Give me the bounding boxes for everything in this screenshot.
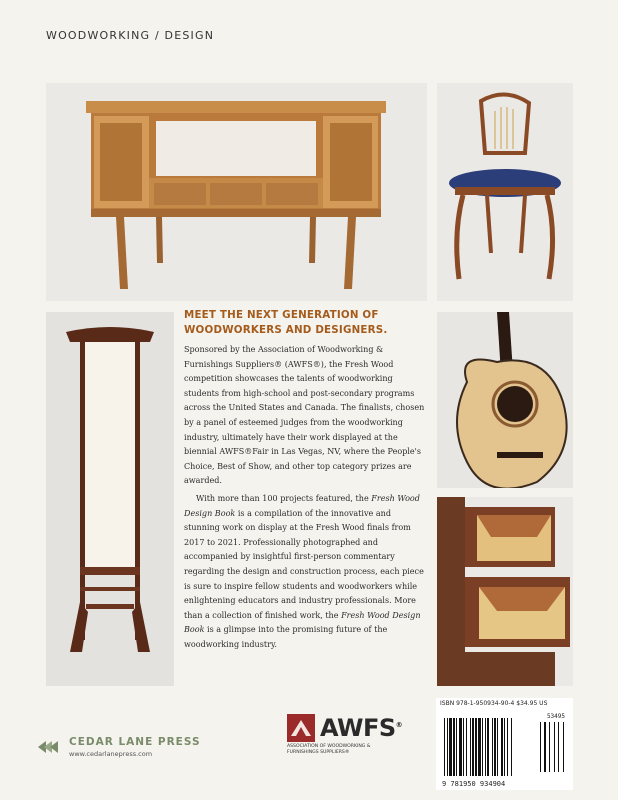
blurb-paragraph-1: Sponsored by the Association of Woodworking & Furnishings Suppliers® (AWFS®), the Fresh Wood competition showcases the talents of woodworking students from high-school and post-secondary programs across the United States and Canada. The finalists, chosen by a panel of esteemed judges from the woodworking industry, ultimately have their work displayed at the biennial AWFS®Fair in Las Vegas, NV, where the People's Choice, Best of Show, and other top category prizes are awarded. [184, 345, 425, 486]
barcode-bar [485, 718, 486, 776]
book-title-italic: Fresh Wood Design Book [184, 493, 420, 518]
chair-photo [437, 83, 573, 301]
sponsor-name [320, 714, 402, 742]
barcode-bar [494, 718, 496, 776]
barcode-bar [447, 718, 448, 776]
barcode-bar [492, 718, 493, 776]
publisher-url: www.cedarlanepress.com [69, 750, 153, 758]
barcode-addon: 53495 [546, 713, 565, 720]
book-title-italic: Fresh Wood Design Book [184, 610, 421, 635]
isbn-barcode [436, 698, 573, 790]
barcode-bar [487, 718, 489, 776]
barcode-bar [456, 718, 457, 776]
barcode-bar [449, 718, 452, 776]
isbn-text: ISBN 978-1-950934-90-4 $34.95 US [440, 700, 548, 707]
barcode-addon-bar [549, 722, 550, 772]
barcode-bar [511, 718, 512, 776]
barcode-addon-bar [544, 722, 546, 772]
blurb-p2-text-b: is a compilation of the innovative and stunning work on display at the Fresh Wood finals from 2017 to 2021. Professionally photographed and accompanied by insightful first-person commentary regarding the design and construction process, each piece is sure to inspire fellow students and woodworkers while enlightening educators and industry professionals. More than a collection of finished work, the [184, 508, 424, 620]
barcode-bar [504, 718, 505, 776]
barcode-bar [482, 718, 483, 776]
cedar-lane-press-logo-icon [36, 737, 62, 757]
barcode-bar [501, 718, 503, 776]
blurb-heading-line2: WOODWORKERS AND DESIGNERS. [184, 324, 388, 336]
category-label: WOODWORKING / DESIGN [46, 29, 215, 42]
barcode-bar [444, 718, 445, 776]
barcode-bar [472, 718, 474, 776]
blurb-p2-text-a: With more than 100 projects featured, the [196, 493, 372, 503]
blurb-p2-text-c: is a glimpse into the promising future of the woodworking industry. [184, 625, 388, 649]
sponsor-logo [287, 714, 402, 755]
barcode-bar [475, 718, 477, 776]
barcode-bar [470, 718, 471, 776]
barcode-addon-bar [554, 722, 555, 772]
barcode-bars [436, 698, 573, 790]
lamp-photo [46, 312, 174, 686]
blurb-paragraph-2 [184, 492, 429, 653]
sponsor-registered-mark: ® [395, 721, 403, 729]
barcode-bar [478, 718, 481, 776]
barcode-bar [453, 718, 455, 776]
sponsor-name-text: AWFS [320, 714, 396, 742]
guitar-photo [437, 312, 573, 488]
barcode-addon-bar [563, 722, 564, 772]
sideboard-photo [46, 83, 427, 301]
barcode-bar [507, 718, 508, 776]
barcode-addon-bar [540, 722, 541, 772]
barcode-digits: 9 781950 934904 [442, 780, 506, 788]
cabinet-photo [437, 497, 573, 686]
barcode-addon-bar [558, 722, 559, 772]
barcode-bar [459, 718, 462, 776]
publisher-logo [36, 736, 201, 758]
sponsor-subtitle: ASSOCIATION OF WOODWORKING & FURNISHINGS SUPPLIERS® [287, 744, 371, 755]
blurb-heading-line1: MEET THE NEXT GENERATION OF [184, 309, 379, 321]
awfs-emblem-icon [287, 714, 315, 742]
blurb [184, 308, 429, 652]
barcode-bar [466, 718, 467, 776]
barcode-bar [497, 718, 498, 776]
publisher-name: CEDAR LANE PRESS [69, 736, 201, 748]
blurb-heading [184, 308, 429, 338]
barcode-bar [463, 718, 464, 776]
